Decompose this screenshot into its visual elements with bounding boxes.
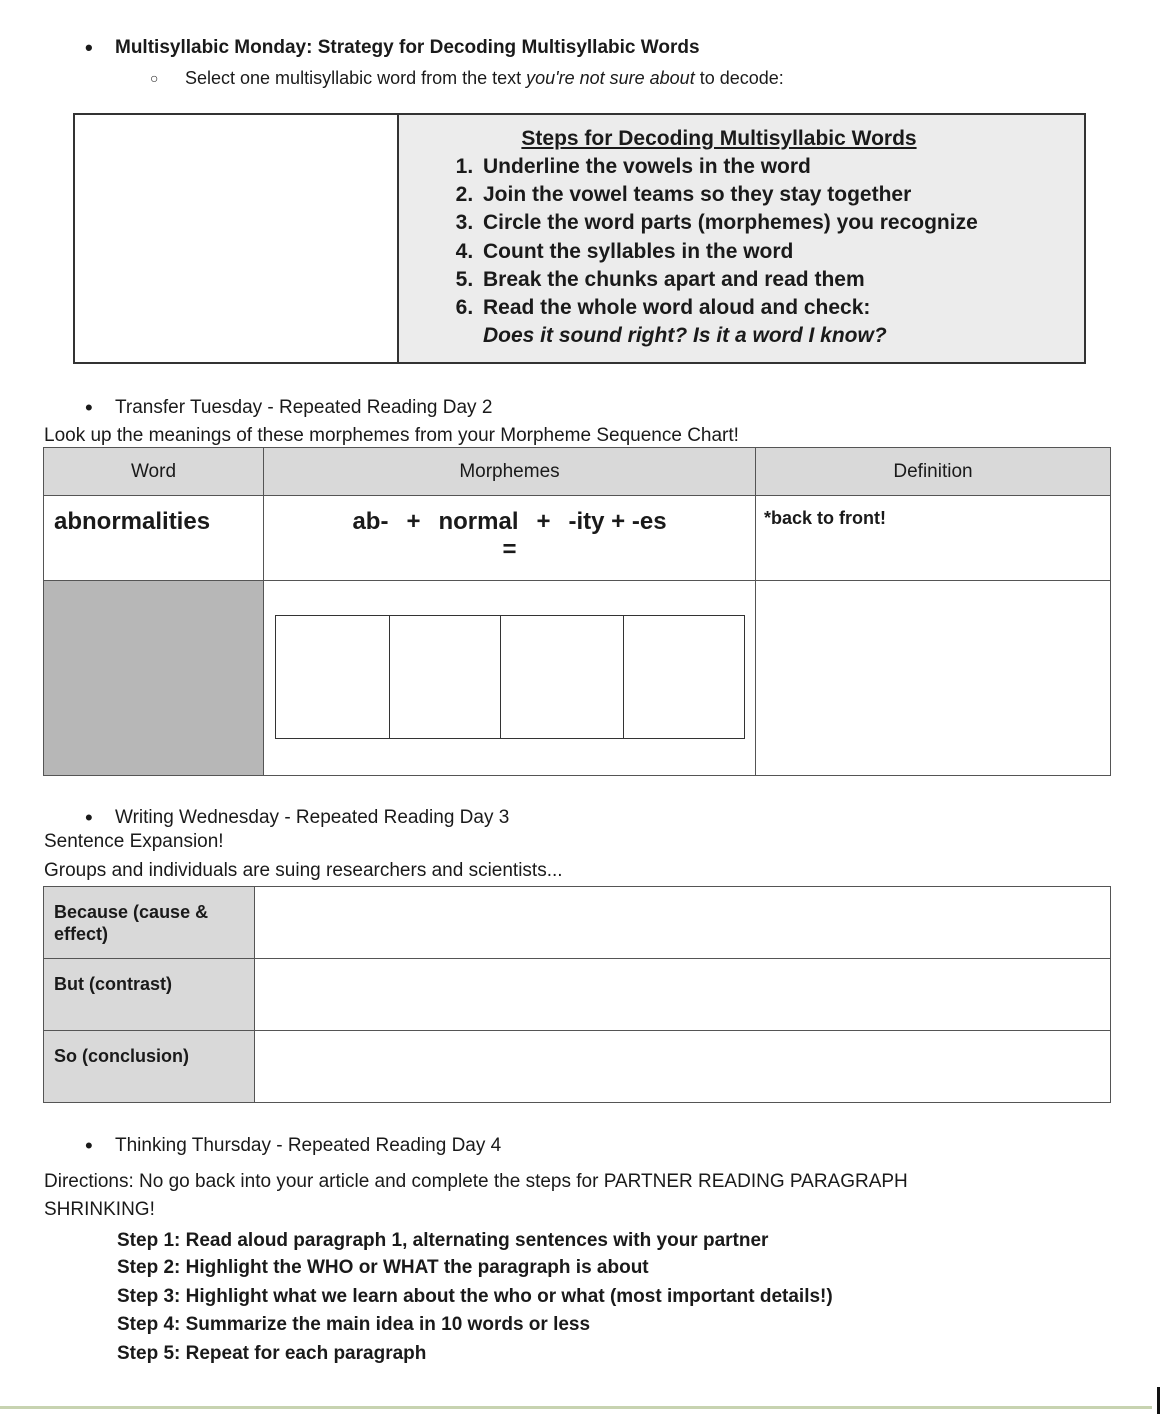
monday-subinstruction: ○ Select one multisyllabic word from the text you're not sure about to decode: bbox=[150, 68, 784, 88]
word-shaded-cell bbox=[44, 581, 264, 776]
table-row bbox=[44, 1031, 1111, 1103]
example-word: abnormalities bbox=[44, 496, 264, 581]
step-item: 6. Read the whole word aloud and check: Does it sound right? Is it a word I know? bbox=[479, 294, 1084, 350]
steps-panel bbox=[399, 115, 1084, 362]
morpheme-box[interactable] bbox=[501, 616, 624, 738]
example-morphemes: ab- + normal + -ity + -es = bbox=[264, 496, 756, 581]
step-item: 4. Count the syllables in the word bbox=[479, 238, 1084, 266]
because-label: Because (cause & effect) bbox=[44, 887, 255, 959]
so-entry[interactable] bbox=[255, 1031, 1111, 1103]
table-header-row bbox=[44, 448, 1111, 496]
because-entry[interactable] bbox=[255, 887, 1111, 959]
steps-title: Steps for Decoding Multisyllabic Words bbox=[521, 127, 917, 150]
header-word: Word bbox=[44, 448, 264, 496]
step-item: 1. Underline the vowels in the word bbox=[479, 153, 1084, 181]
but-label: But (contrast) bbox=[44, 959, 255, 1031]
bullet-icon: • bbox=[85, 395, 93, 420]
bullet-icon: • bbox=[85, 805, 93, 830]
but-entry[interactable] bbox=[255, 959, 1111, 1031]
step-item: 2. Join the vowel teams so they stay together bbox=[479, 181, 1084, 209]
header-definition: Definition bbox=[756, 448, 1111, 496]
sentence-expansion-table bbox=[43, 886, 1111, 1103]
morpheme-box[interactable] bbox=[624, 616, 744, 738]
thursday-step: Step 1: Read aloud paragraph 1, alternating sentences with your partner bbox=[117, 1230, 769, 1251]
definition-note: *back to front! bbox=[756, 496, 1111, 581]
word-entry-area[interactable] bbox=[75, 115, 399, 362]
morpheme-boxes-cell bbox=[264, 581, 756, 776]
morpheme-table bbox=[43, 447, 1111, 776]
steps-list bbox=[399, 153, 1084, 350]
table-row bbox=[44, 581, 1111, 776]
thursday-directions-line1: Directions: No go back into your article and complete the steps for PARTNER READING PARAGRAPH bbox=[44, 1171, 908, 1192]
so-label: So (conclusion) bbox=[44, 1031, 255, 1103]
equals-sign: = bbox=[502, 536, 517, 563]
decoding-box bbox=[73, 113, 1086, 364]
morpheme-box[interactable] bbox=[276, 616, 390, 738]
thursday-step: Step 2: Highlight the WHO or WHAT the paragraph is about bbox=[117, 1257, 649, 1278]
hollow-bullet-icon: ○ bbox=[150, 70, 159, 86]
header-morphemes: Morphemes bbox=[264, 448, 756, 496]
bullet-icon: • bbox=[85, 35, 93, 60]
thursday-directions-line2: SHRINKING! bbox=[44, 1199, 155, 1220]
bullet-icon: • bbox=[85, 1133, 93, 1158]
step-item: 5. Break the chunks apart and read them bbox=[479, 266, 1084, 294]
table-row bbox=[44, 496, 1111, 581]
thursday-heading: • Thinking Thursday - Repeated Reading Day 4 bbox=[85, 1133, 502, 1158]
table-row bbox=[44, 959, 1111, 1031]
thursday-step: Step 5: Repeat for each paragraph bbox=[117, 1343, 427, 1364]
monday-heading-text: Multisyllabic Monday: Strategy for Decoding Multisyllabic Words bbox=[115, 37, 700, 58]
definition-entry[interactable] bbox=[756, 581, 1111, 776]
table-row bbox=[44, 887, 1111, 959]
monday-heading bbox=[85, 35, 700, 60]
page-bottom-rule bbox=[0, 1406, 1152, 1409]
wednesday-heading: • Writing Wednesday - Repeated Reading Day 3 bbox=[85, 805, 510, 830]
wednesday-title: Sentence Expansion! bbox=[44, 831, 224, 852]
text-cursor bbox=[1157, 1387, 1160, 1414]
thursday-step: Step 3: Highlight what we learn about the who or what (most important details!) bbox=[117, 1286, 833, 1307]
tuesday-heading: • Transfer Tuesday - Repeated Reading Day 2 bbox=[85, 395, 493, 420]
step-check-question: Does it sound right? Is it a word I know? bbox=[483, 324, 887, 348]
tuesday-instruction: Look up the meanings of these morphemes from your Morpheme Sequence Chart! bbox=[44, 425, 739, 446]
wednesday-prompt: Groups and individuals are suing researchers and scientists... bbox=[44, 860, 563, 881]
morpheme-boxes bbox=[275, 615, 745, 739]
step-item: 3. Circle the word parts (morphemes) you recognize bbox=[479, 209, 1084, 237]
morpheme-box[interactable] bbox=[390, 616, 501, 738]
thursday-step: Step 4: Summarize the main idea in 10 words or less bbox=[117, 1314, 591, 1335]
